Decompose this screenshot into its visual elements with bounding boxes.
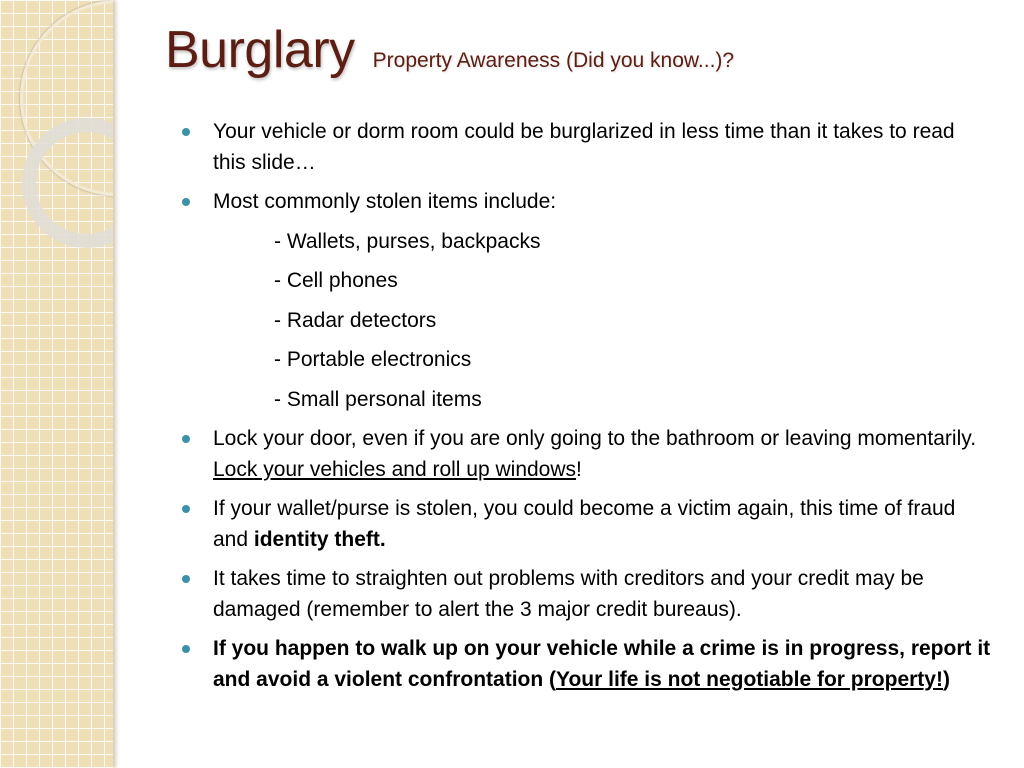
- slide-title: Burglary: [165, 21, 355, 79]
- bullet-text: If your wallet/purse is stolen, you could become a victim again, this time of fraud and: [213, 497, 956, 551]
- slide-header: [165, 20, 734, 80]
- bullet-text: ): [942, 667, 950, 691]
- stolen-item: - Wallets, purses, backpacks: [274, 229, 541, 253]
- slide-body: [182, 117, 992, 704]
- stolen-item: - Small personal items: [274, 387, 482, 411]
- bullet-text: Most commonly stolen items include:: [213, 190, 557, 213]
- stolen-item: - Cell phones: [274, 269, 398, 292]
- underlined-text: Lock your vehicles and roll up windows: [213, 457, 577, 481]
- bullet-text: Lock your door, even if you are only going to the bathroom or leaving momentarily.: [213, 427, 977, 450]
- bold-text: identity theft.: [253, 527, 386, 551]
- bullet-item: [182, 564, 992, 625]
- bullet-text: If you happen to walk up on your vehicle while a crime is in progress, report it and avoid a violent confrontation (: [213, 637, 991, 691]
- underlined-text: Your life is not negotiable for property: [556, 667, 936, 691]
- bullet-dot-icon: [182, 505, 190, 513]
- bullet-text: Your vehicle or dorm room could be burglarized in less time than it takes to read this slide…: [213, 120, 955, 174]
- bullet-dot-icon: [182, 198, 190, 206]
- bullet-text: It takes time to straighten out problems with creditors and your credit may be damaged (remember to alert the 3 major credit bureaus).: [213, 567, 924, 621]
- decorative-sidebar: [0, 0, 113, 768]
- bullet-dot-icon: [182, 645, 190, 653]
- bullet-dot-icon: [182, 435, 190, 443]
- bullet-item: [182, 187, 992, 218]
- bullet-dot-icon: [182, 575, 190, 583]
- stolen-item: - Radar detectors: [274, 308, 437, 332]
- bullet-item: [182, 424, 992, 485]
- bullet-dot-icon: [182, 128, 190, 136]
- bullet-item: [182, 117, 992, 178]
- bullet-text: !: [576, 457, 582, 481]
- stolen-item: - Portable electronics: [274, 348, 472, 371]
- bullet-item: [182, 634, 992, 695]
- underlined-text: !: [935, 667, 943, 691]
- slide-subtitle: Property Awareness (Did you know...)?: [372, 49, 735, 72]
- bullet-item: [182, 494, 992, 555]
